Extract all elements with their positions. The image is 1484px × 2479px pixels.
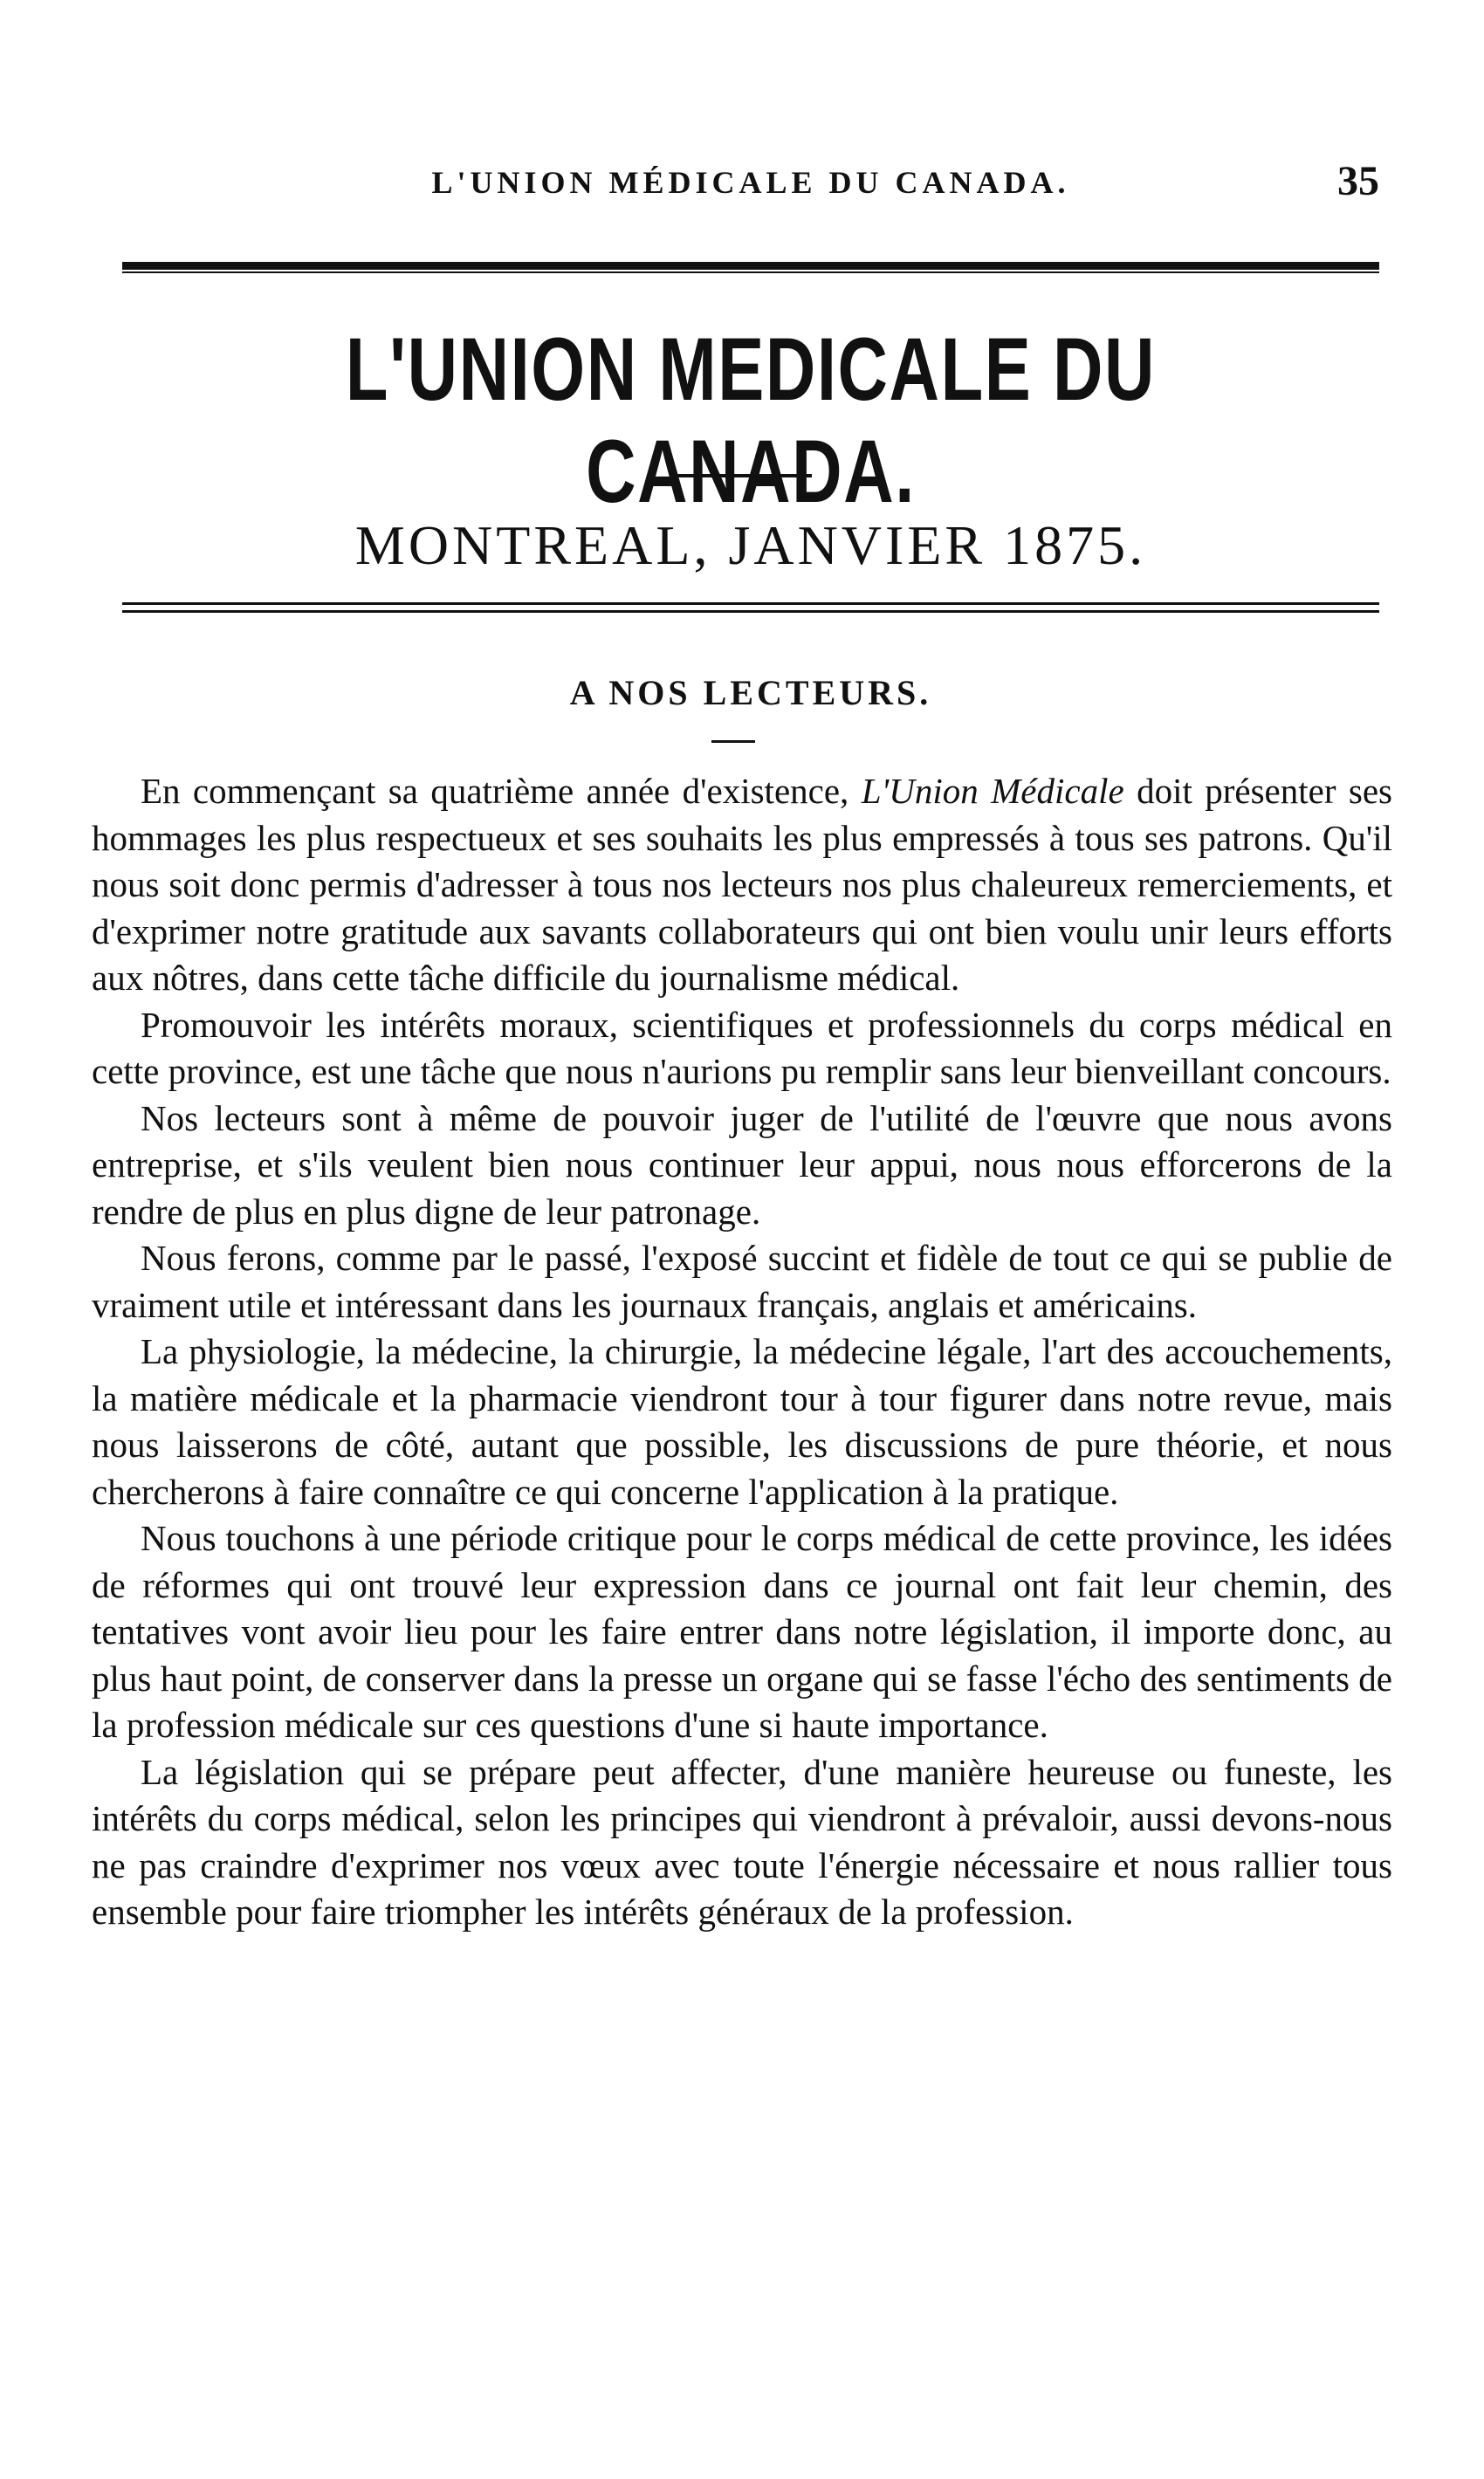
paragraph xyxy=(92,768,1392,1002)
masthead-title: L'UNION MEDICALE DU CANADA. xyxy=(345,319,1157,521)
paragraph: La législation qui se prépare peut affecter, d'une manière heureuse ou funeste, les intérêts du corps médical, selon les principes qui viendront à prévaloir, aussi devons-nous ne pas craindre d'exprimer nos vœux avec toute l'énergie nécessaire et nous rallier tous ensemble pour faire triompher les intérêts généraux de la profession. xyxy=(92,1751,1392,1932)
paragraph: Promouvoir les intérêts moraux, scientifiques et professionnels du corps médical en cette province, est une tâche que nous n'aurions pu remplir sans leur bienveillant concours. xyxy=(92,1004,1392,1091)
paragraph: La physiologie, la médecine, la chirurgie, la médecine légale, l'art des accouchements, la matière médicale et la pharmacie viendront tour à tour figurer dans notre revue, mais nous laisserons de côté, autant que possible, les discussions de pure théorie, et nous chercherons à faire connaître ce qui concerne l'application à la pratique. xyxy=(92,1331,1392,1512)
section-divider xyxy=(711,740,755,743)
paragraph: Nous touchons à une période critique pour le corps médical de cette province, les idées de réformes qui ont trouvé leur expression dans ce journal ont fait leur chemin, des tentatives vont avoir lieu pour les faire entrer dans notre législation, il importe donc, au plus haut point, de conserver dans la presse un organe qui se fasse l'écho des sentiments de la profession médicale sur ces questions d'une si haute importance. xyxy=(92,1518,1392,1745)
article-body xyxy=(92,768,1392,1936)
dateline-rule xyxy=(122,602,1379,613)
running-title: L'UNION MÉDICALE DU CANADA. xyxy=(431,165,1070,200)
paragraph-text: doit présenter ses hommages les plus respectueux et ses souhaits les plus empressés à tous ses patrons. Qu'il nous soit donc permis d'adresser à tous nos lecteurs nos plus chaleureux remerciements, et d'exprimer notre gratitude aux savants collaborateurs qui ont bien voulu unir leurs efforts aux nôtres, dans cette tâche difficile du journalisme médical. xyxy=(92,771,1392,998)
section-title: A NOS LECTEURS. xyxy=(569,673,932,712)
masthead-divider xyxy=(672,474,812,477)
paragraph-text: En commençant sa quatrième année d'existence, xyxy=(141,771,862,811)
paragraph: Nous ferons, comme par le passé, l'exposé succint et fidèle de tout ce qui se publie de vraiment utile et intéressant dans les journaux français, anglais et américains. xyxy=(92,1238,1392,1325)
dateline: MONTREAL, JANVIER 1875. xyxy=(354,514,1147,576)
running-head xyxy=(122,158,1379,216)
journal-name: L'Union Médicale xyxy=(861,771,1124,811)
paragraph: Nos lecteurs sont à même de pouvoir juger de l'utilité de l'œuvre que nous avons entreprise, et s'ils veulent bien nous continuer leur appui, nous nous efforcerons de la rendre de plus en plus digne de leur patronage. xyxy=(92,1097,1392,1232)
header-rule xyxy=(122,262,1379,273)
page-number: 35 xyxy=(1337,158,1379,204)
